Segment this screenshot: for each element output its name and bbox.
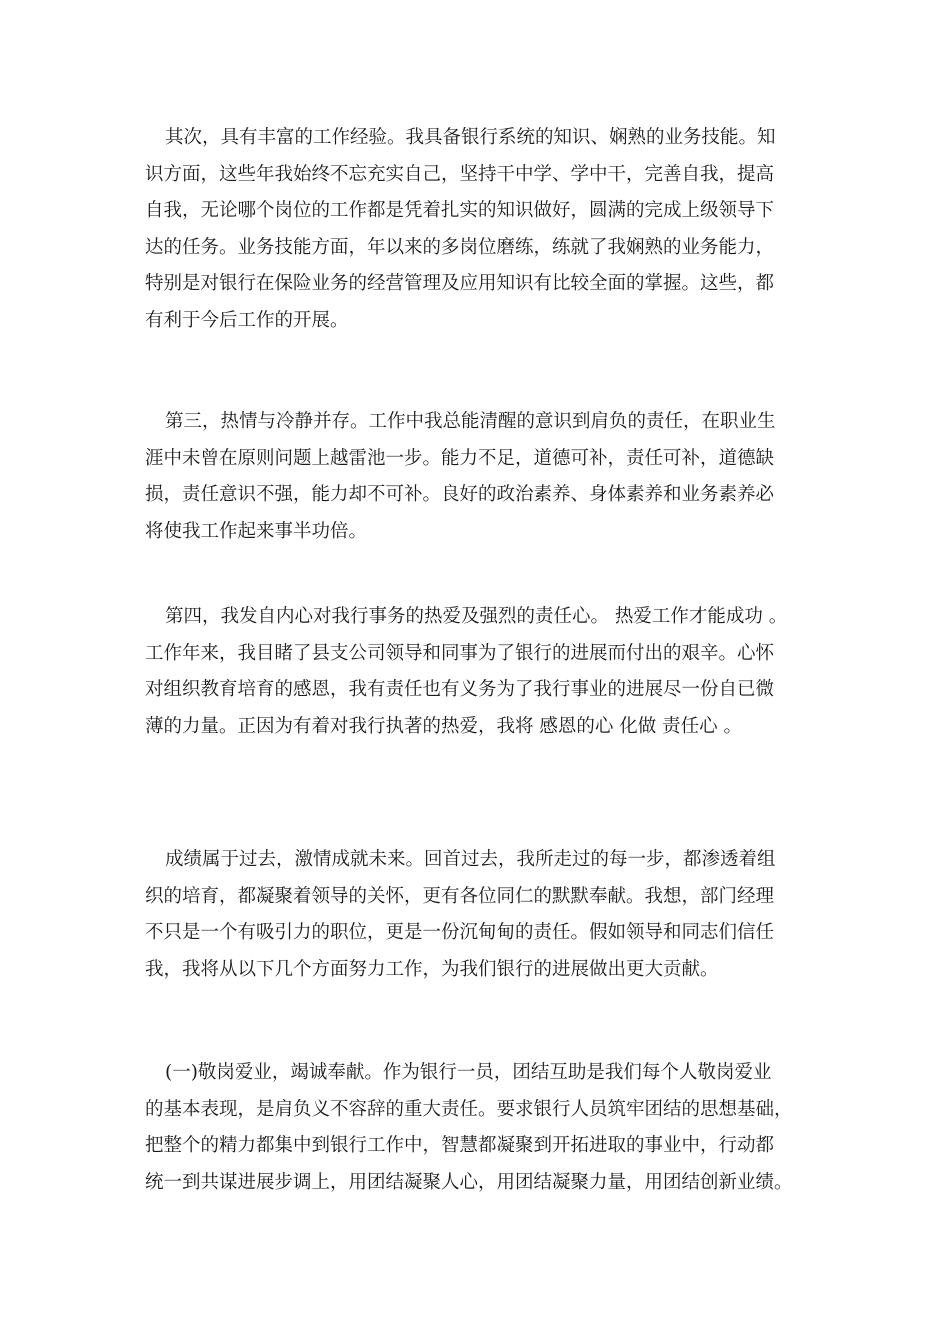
text-line: 达的任务。业务技能方面，年以来的多岗位磨练，练就了我娴熟的业务能力， [145, 236, 775, 258]
text-line: 薄的力量。正因为有着对我行执著的热爱，我将 感恩的心 化做 责任心 。 [145, 715, 743, 737]
text-line: 织的培育，都凝聚着领导的关怀，更有各位同仁的默默奉献。我想，部门经理 [145, 885, 775, 907]
paragraph-achievements [145, 842, 810, 988]
text-line: 识方面，这些年我始终不忘充实自己，坚持干中学、学中干，完善自我，提高 [145, 163, 775, 185]
text-line: 涯中未曾在原则问题上越雷池一步。能力不足，道德可补，责任可补，道德缺 [145, 447, 775, 469]
text-line: 将使我工作起来事半功倍。 [145, 520, 368, 542]
text-line: 特别是对银行在保险业务的经营管理及应用知识有比较全面的掌握。这些，都 [145, 273, 775, 294]
text-line: 我，我将从以下几个方面努力工作，为我们银行的进展做出更大贡献。 [145, 958, 719, 980]
text-line: 成绩属于过去，激情成就未来。回首过去，我所走过的每一步，都渗透着组 [165, 849, 776, 870]
text-line: 不只是一个有吸引力的职位，更是一份沉甸甸的责任。假如领导和同志们信任 [145, 922, 775, 943]
text-line: 第三，热情与冷静并存。工作中我总能清醒的意识到肩负的责任，在职业生 [165, 411, 776, 432]
text-line: 的基本表现，是肩负义不容辞的重大责任。要求银行人员筑牢团结的思想基础， [145, 1098, 793, 1120]
paragraph-dedication [145, 1055, 810, 1201]
paragraph-passion-calm [145, 404, 810, 550]
text-line: 对组织教育培育的感恩，我有责任也有义务为了我行事业的进展尽一份自已微 [145, 679, 775, 700]
text-line: 把整个的精力都集中到银行工作中，智慧都凝聚到开拓进取的事业中，行动都 [145, 1135, 775, 1156]
text-line: 第四，我发自内心对我行事务的热爱及强烈的责任心。 热爱工作才能成功 。 [165, 606, 788, 627]
text-line: 自我，无论哪个岗位的工作都是凭着扎实的知识做好，圆满的完成上级领导下 [145, 200, 775, 221]
text-line: (一)敬岗爱业，竭诚奉献。作为银行一员，团结互助是我们每个人敬岗爱业 [165, 1062, 772, 1083]
paragraph-experience [145, 120, 810, 339]
text-line: 其次，具有丰富的工作经验。我具备银行系统的知识、娴熟的业务技能。知 [165, 127, 776, 148]
text-line: 统一到共谋进展步调上，用团结凝聚人心，用团结凝聚力量，用团结创新业绩。 [145, 1171, 793, 1193]
text-line: 损，责任意识不强，能力却不可补。良好的政治素养、身体素养和业务素养必 [145, 484, 775, 505]
text-line: 有利于今后工作的开展。 [145, 309, 349, 331]
text-line: 工作年来，我目睹了县支公司领导和同事为了银行的进展而付出的艰辛。心怀 [145, 642, 775, 664]
paragraph-responsibility [145, 599, 810, 745]
